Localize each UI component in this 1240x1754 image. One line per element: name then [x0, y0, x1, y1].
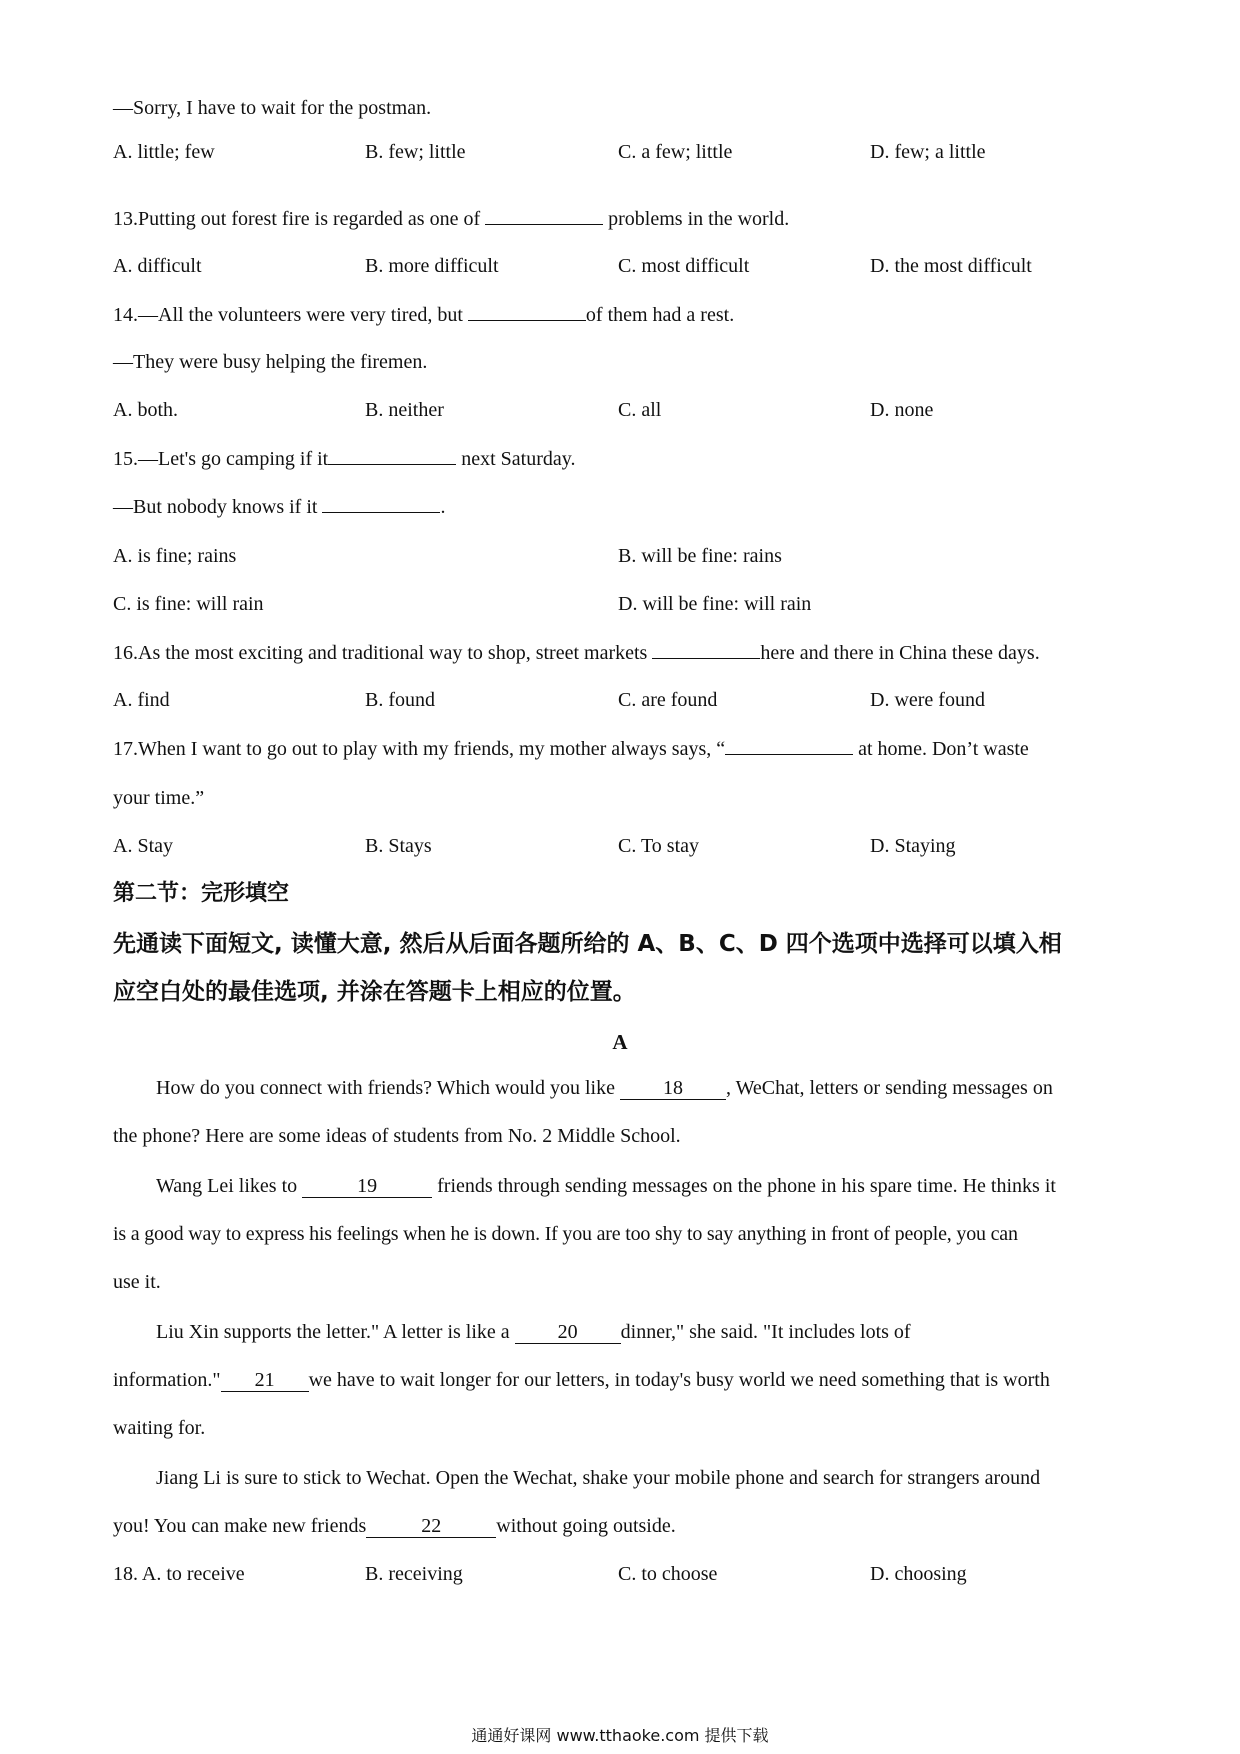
q15-reply-before: —But nobody knows if it: [113, 496, 318, 518]
q15-stem: [113, 444, 575, 473]
passage-p2-line-1: [156, 1172, 1056, 1200]
q15-stem-before: 15.—Let's go camping if it: [113, 448, 329, 470]
q12-option-a: A. little; few: [113, 141, 215, 163]
blank-19: 19: [302, 1175, 432, 1198]
section-instruction-line-1: 先通读下面短文, 读懂大意, 然后从后面各题所给的 A、B、C、D 四个选项中选择可以填入相: [113, 931, 1062, 957]
q16-option-b: B. found: [365, 689, 435, 711]
passage-p3-line-1: [156, 1318, 911, 1346]
q16-stem: [113, 638, 1040, 667]
q14-stem: [113, 300, 734, 329]
blank-20: 20: [515, 1321, 621, 1344]
passage-text: dinner," she said. "It includes lots of: [620, 1321, 911, 1343]
q18-option-b: B. receiving: [365, 1563, 463, 1585]
q17-blank: [725, 734, 853, 755]
q14-option-d: D. none: [870, 399, 934, 421]
q16-option-d: D. were found: [870, 689, 985, 711]
q14-stem-before: 14.—All the volunteers were very tired, but: [113, 304, 463, 326]
q16-blank: [652, 638, 760, 659]
blank-18: 18: [620, 1077, 726, 1100]
q14-stem-after: of them had a rest.: [585, 304, 735, 326]
q15-reply: [113, 492, 445, 521]
q17-stem: [113, 734, 1029, 763]
passage-text: Liu Xin supports the letter." A letter is like a: [156, 1321, 510, 1343]
q15-blank-2: [322, 492, 440, 513]
passage-text: Wang Lei likes to: [156, 1175, 298, 1197]
q14-blank: [468, 300, 586, 321]
q15-option-d: D. will be fine: will rain: [618, 593, 812, 615]
passage-text: How do you connect with friends? Which would you like: [156, 1077, 615, 1099]
q15-option-b: B. will be fine: rains: [618, 545, 782, 567]
q16-option-a: A. find: [113, 689, 170, 711]
passage-p2-line-2: is a good way to express his feelings when he is down. If you are too shy to say anything in front of people, you can: [113, 1223, 1018, 1245]
section-heading: 第二节：完形填空: [113, 881, 290, 906]
passage-text: we have to wait longer for our letters, in today's busy world we need something that is worth: [308, 1369, 1050, 1391]
q12-reply: —Sorry, I have to wait for the postman.: [113, 97, 432, 119]
q13-option-b: B. more difficult: [365, 255, 499, 277]
q13-option-a: A. difficult: [113, 255, 202, 277]
q17-stem-cont: your time.”: [113, 787, 205, 809]
passage-text: information.": [113, 1369, 221, 1391]
passage-text: you! You can make new friends: [113, 1515, 367, 1537]
passage-p2-line-3: use it.: [113, 1271, 161, 1293]
passage-text: without going outside.: [496, 1515, 676, 1537]
q18-option-a: 18. A. to receive: [113, 1563, 245, 1585]
q16-option-c: C. are found: [618, 689, 718, 711]
page-footer: 通通好课网 www.tthaoke.com 提供下载: [471, 1726, 769, 1745]
passage-p4-line-1: Jiang Li is sure to stick to Wechat. Open the Wechat, shake your mobile phone and search for strangers around: [156, 1467, 1041, 1489]
q15-blank-1: [328, 444, 456, 465]
passage-p1-line-1: [156, 1074, 1053, 1102]
q17-option-b: B. Stays: [365, 835, 432, 857]
passage-p4-line-2: [113, 1512, 676, 1540]
q17-option-d: D. Staying: [870, 835, 956, 857]
q15-option-c: C. is fine: will rain: [113, 593, 264, 615]
blank-21: 21: [221, 1369, 309, 1392]
passage-p3-line-2: [113, 1366, 1050, 1394]
q13-stem-after: problems in the world.: [608, 208, 790, 230]
q15-stem-after: next Saturday.: [461, 448, 576, 470]
passage-title: A: [612, 1030, 628, 1054]
q17-option-c: C. To stay: [618, 835, 700, 857]
q18-option-d: D. choosing: [870, 1563, 967, 1585]
q13-option-d: D. the most difficult: [870, 255, 1032, 277]
q18-option-c: C. to choose: [618, 1563, 718, 1585]
q17-stem-before: 17.When I want to go out to play with my friends, my mother always says, “: [113, 738, 726, 760]
passage-text: , WeChat, letters or sending messages on: [725, 1077, 1053, 1099]
q14-option-c: C. all: [618, 399, 662, 421]
q14-option-a: A. both.: [113, 399, 178, 421]
q17-stem-after: at home. Don’t waste: [858, 738, 1029, 760]
q12-option-d: D. few; a little: [870, 141, 986, 163]
q14-reply: —They were busy helping the firemen.: [113, 351, 428, 373]
q13-stem-before: 13.Putting out forest fire is regarded as one of: [113, 208, 481, 230]
q13-stem: [113, 204, 789, 233]
q12-option-b: B. few; little: [365, 141, 466, 163]
passage-p1-line-2: the phone? Here are some ideas of students from No. 2 Middle School.: [113, 1125, 681, 1147]
q16-stem-before: 16.As the most exciting and traditional way to shop, street markets: [113, 642, 648, 664]
q13-blank: [485, 204, 603, 225]
q15-reply-after: .: [440, 496, 446, 518]
passage-text: friends through sending messages on the phone in his spare time. He thinks it: [437, 1175, 1056, 1197]
q13-option-c: C. most difficult: [618, 255, 750, 277]
q14-option-b: B. neither: [365, 399, 444, 421]
q12-option-c: C. a few; little: [618, 141, 733, 163]
q16-stem-after: here and there in China these days.: [760, 642, 1040, 664]
q15-option-a: A. is fine; rains: [113, 545, 237, 567]
passage-p3-line-3: waiting for.: [113, 1417, 206, 1439]
q17-option-a: A. Stay: [113, 835, 173, 857]
section-instruction-line-2: 应空白处的最佳选项, 并涂在答题卡上相应的位置。: [113, 979, 636, 1005]
blank-22: 22: [366, 1515, 496, 1538]
